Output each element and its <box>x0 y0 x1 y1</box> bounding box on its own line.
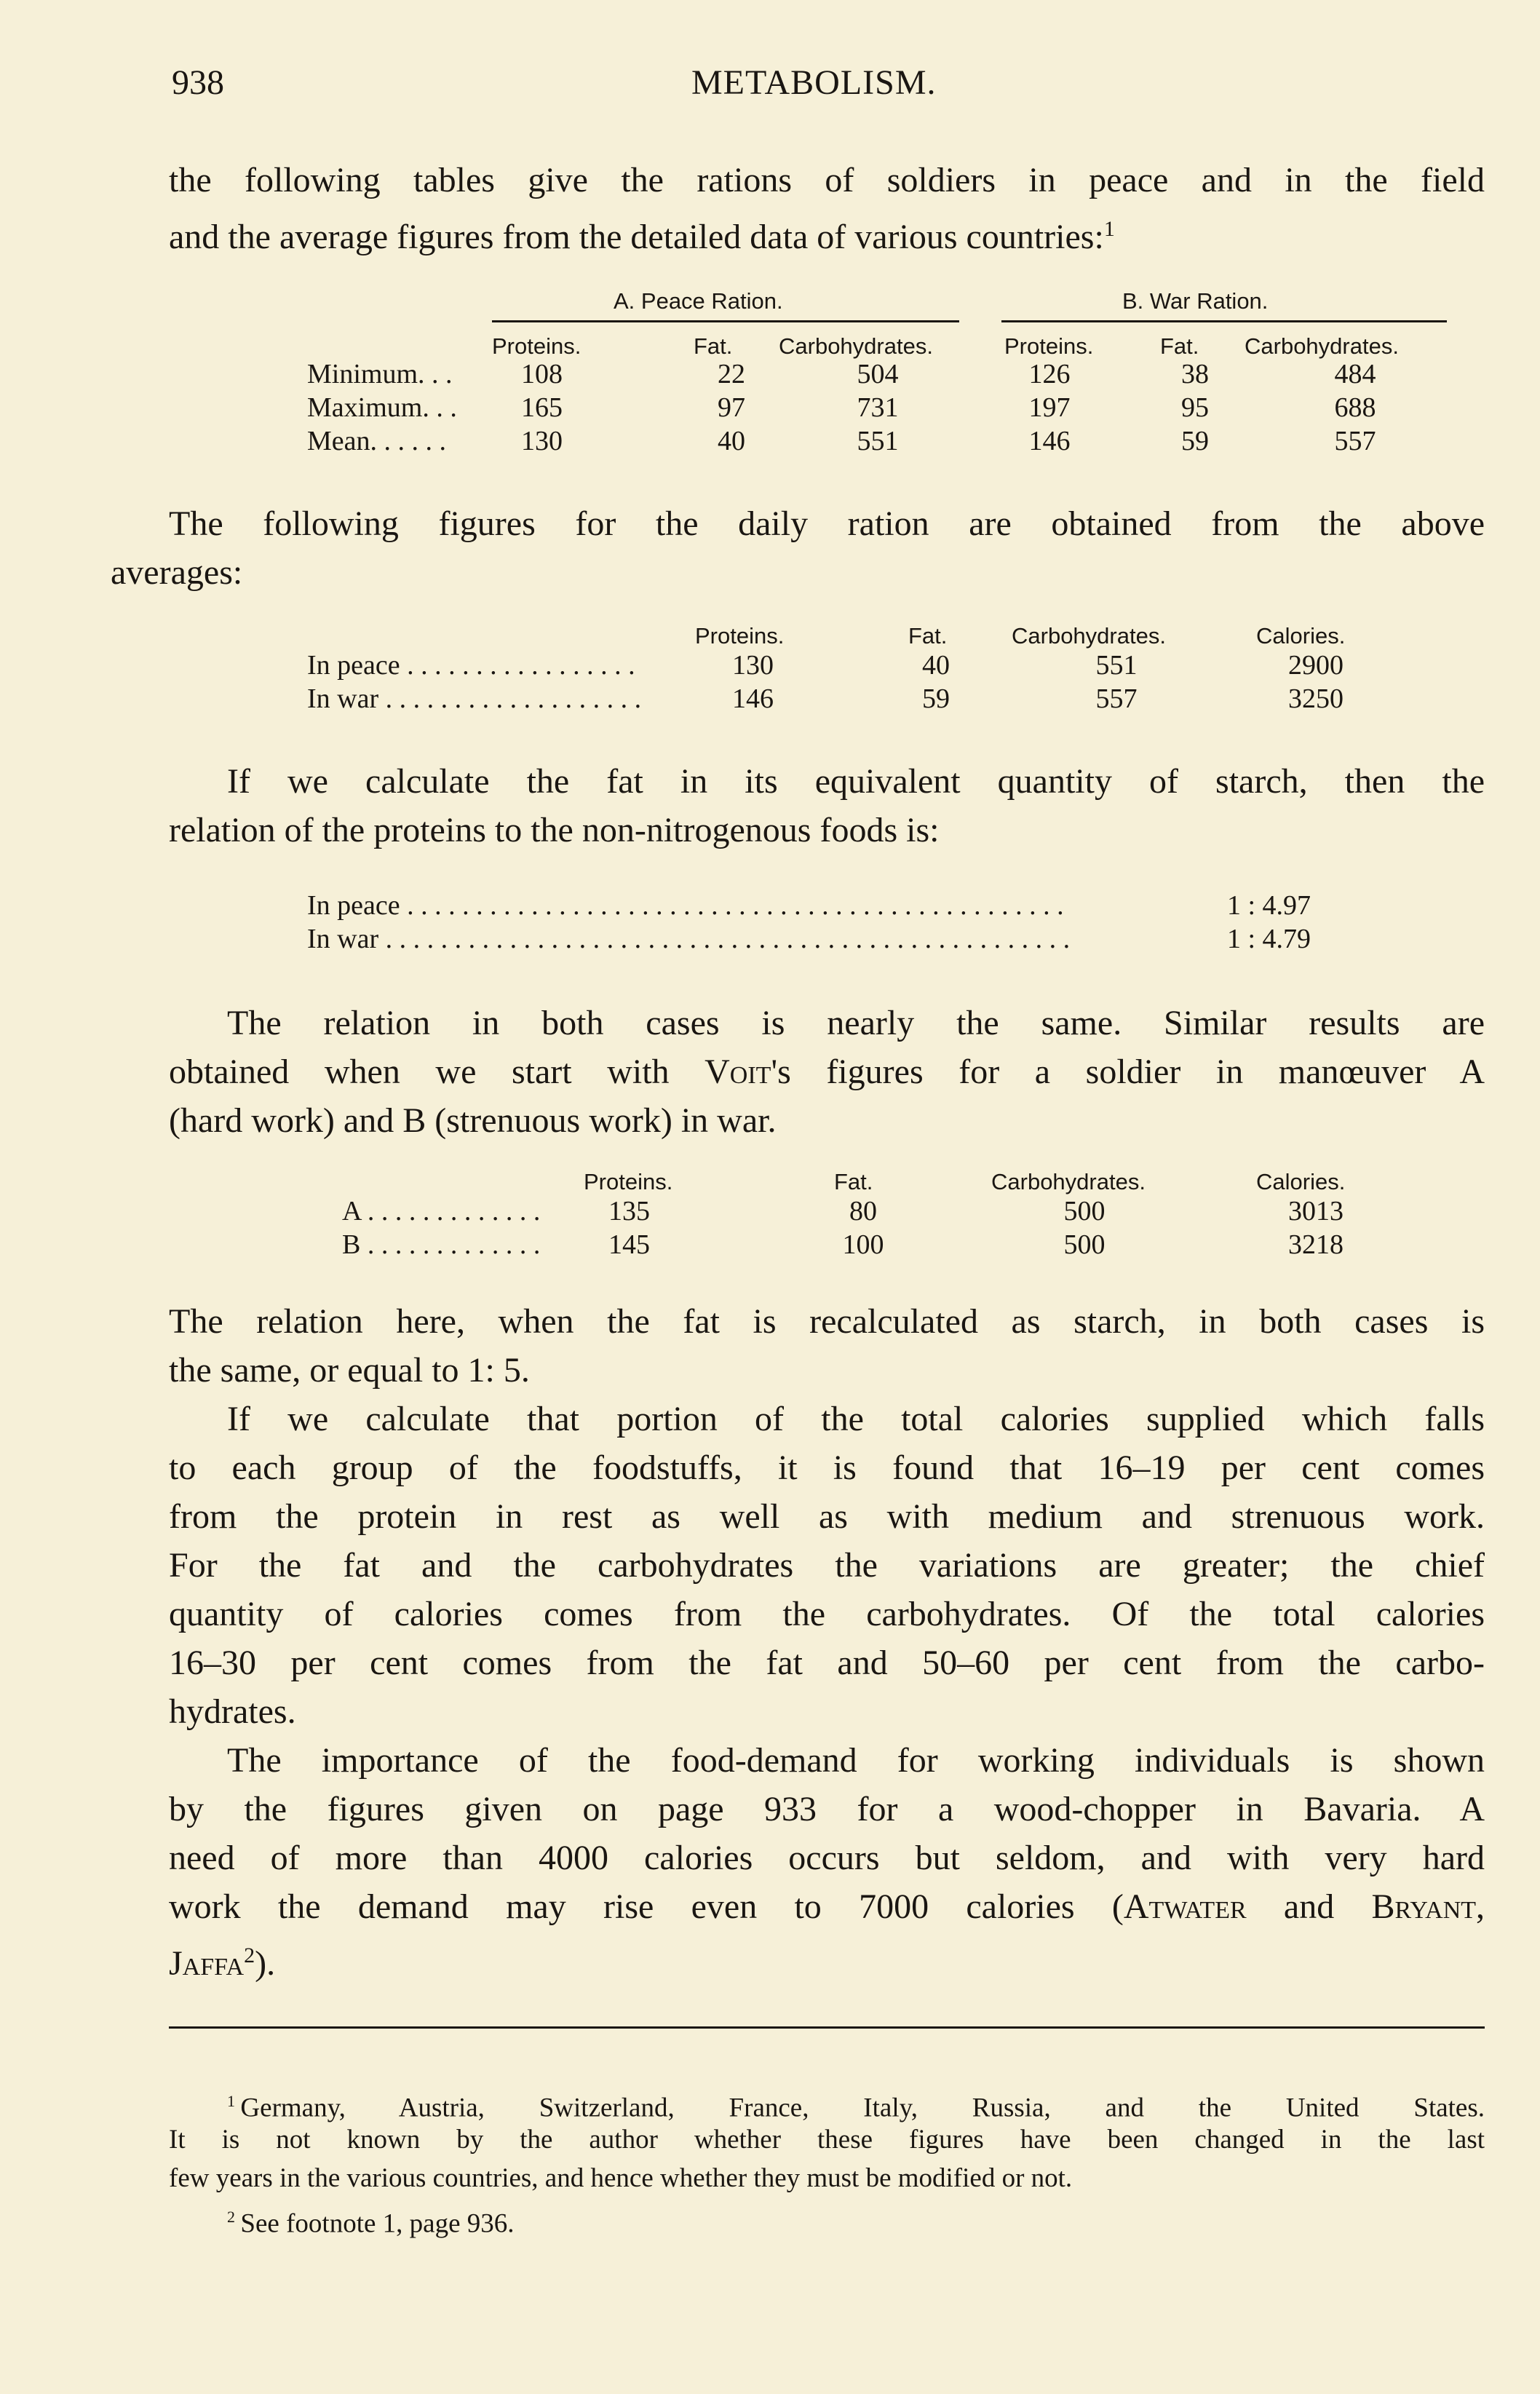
author-jaffa: Jaffa <box>169 1944 245 1983</box>
para7-line-4-post: , <box>1476 1887 1485 1926</box>
cell: 146 <box>732 683 774 714</box>
para5-line-1: The relation here, when the fat is recalculated as starch, in both cases is <box>169 1302 1485 1341</box>
cell: 38 <box>1181 359 1209 389</box>
cell: 40 <box>718 426 745 456</box>
cell: 731 <box>857 392 899 423</box>
col-fat-a: Fat. <box>694 333 733 359</box>
peace-ration-brace <box>492 320 959 322</box>
table-row <box>307 425 1472 457</box>
para6-line-5: quantity of calories comes from the carbohydrates. Of the total calories <box>169 1595 1485 1633</box>
para7-line-5 <box>169 1931 1485 1988</box>
row-label: In war . . . . . . . . . . . . . . . . . . . <box>307 683 642 714</box>
para7-line-3: need of more than 4000 calories occurs but seldom, and with very hard <box>169 1839 1485 1877</box>
cell: 126 <box>1028 359 1071 389</box>
para6-line-7: hydrates. <box>169 1692 296 1731</box>
cell: 688 <box>1334 392 1376 423</box>
cell: 2900 <box>1288 650 1343 681</box>
row-label: In peace . . . . . . . . . . . . . . . . . . . . . . . . . . . . . . . . . . . . . . . . . . . . . . . . <box>307 890 1064 921</box>
para4-line-2-post: 's figures for a soldier in manœuver A <box>771 1053 1485 1091</box>
cell: 22 <box>718 359 745 389</box>
row-label: Minimum. . . <box>307 359 453 389</box>
row-label: In war . . . . . . . . . . . . . . . . . . . . . . . . . . . . . . . . . . . . . . . . . . . . . . . . . . <box>307 924 1071 954</box>
cell: 59 <box>1181 426 1209 456</box>
cell: 145 <box>608 1229 650 1260</box>
para7-line-4 <box>169 1882 1485 1931</box>
para2-line-2: averages: <box>111 553 243 592</box>
footnote-divider <box>169 2026 1485 2029</box>
col-fat: Fat. <box>908 623 948 649</box>
author-atwater: Atwater <box>1123 1887 1247 1926</box>
footnote-1-line-3: few years in the various countries, and hence whether they must be modified or not. <box>169 2163 1073 2193</box>
row-label: B . . . . . . . . . . . . . <box>342 1229 541 1260</box>
para7-line-4-pre: work the demand may rise even to 7000 calories ( <box>169 1887 1124 1926</box>
table-row <box>307 683 1472 715</box>
col-calories: Calories. <box>1256 1169 1346 1194</box>
para7-line-2: by the figures given on page 933 for a wood-chopper in Bavaria. A <box>169 1790 1485 1828</box>
col-proteins-a: Proteins. <box>492 333 582 359</box>
para4-line-3: (hard work) and B (strenuous work) in war. <box>169 1101 777 1140</box>
running-title: METABOLISM. <box>691 63 937 102</box>
footnote-1-marker: 1 <box>227 2092 235 2110</box>
cell: 40 <box>922 650 950 681</box>
para4-line-2-pre: obtained when we start with <box>169 1053 705 1091</box>
footnote-ref-2: 2 <box>244 1943 255 1967</box>
cell: 500 <box>1063 1229 1106 1260</box>
para4-line-1: The relation in both cases is nearly the same. Similar results are <box>227 1004 1485 1042</box>
footnote-ref-1: 1 <box>1103 217 1115 241</box>
cell: 484 <box>1334 359 1376 389</box>
peace-ration-title: A. Peace Ration. <box>614 288 783 314</box>
para6-line-4: For the fat and the carbohydrates the variations are greater; the chief <box>169 1546 1485 1585</box>
footnote-2-marker: 2 <box>227 2208 235 2226</box>
author-bryant: Bryant <box>1371 1887 1477 1926</box>
cell: 504 <box>857 359 899 389</box>
cell: 59 <box>922 683 950 714</box>
cell: 557 <box>1095 683 1138 714</box>
para6-line-3: from the protein in rest as well as with medium and strenuous work. <box>169 1497 1485 1536</box>
para7-line-4-and: and <box>1246 1887 1372 1926</box>
page-number: 938 <box>172 63 224 102</box>
cell: 108 <box>521 359 563 389</box>
para6-line-1: If we calculate that portion of the total calories supplied which falls <box>227 1400 1485 1438</box>
war-ration-title: B. War Ration. <box>1122 288 1269 314</box>
row-label: In peace . . . . . . . . . . . . . . . . . <box>307 650 635 681</box>
table-row <box>307 358 1472 390</box>
cell: 165 <box>521 392 563 423</box>
col-carbs-a: Carbohydrates. <box>779 333 933 359</box>
para3-line-2: relation of the proteins to the non-nitrogenous foods is: <box>169 811 940 849</box>
col-calories: Calories. <box>1256 623 1346 649</box>
cell: 130 <box>732 650 774 681</box>
footnote-1-text: Germany, Austria, Switzerland, France, Italy, Russia, and the United States. <box>240 2093 1485 2123</box>
war-ration-brace <box>1001 320 1447 322</box>
cell: 3250 <box>1288 683 1343 714</box>
cell: 130 <box>521 426 563 456</box>
para7-line-5-post: ). <box>255 1944 276 1983</box>
para6-line-2: to each group of the foodstuffs, it is found that 16–19 per cent comes <box>169 1448 1485 1487</box>
cell: 100 <box>842 1229 884 1260</box>
table-row <box>342 1229 1477 1261</box>
cell: 500 <box>1063 1196 1106 1226</box>
para2-line-1: The following figures for the daily ration are obtained from the above <box>169 504 1485 543</box>
intro-line-2 <box>169 205 1485 261</box>
intro-line-2-text: and the average figures from the detailed data of various countries: <box>169 218 1104 256</box>
cell: 135 <box>608 1196 650 1226</box>
ratio-value: 1 : 4.79 <box>1227 924 1311 954</box>
ratio-value: 1 : 4.97 <box>1227 890 1311 921</box>
para3-line-1: If we calculate the fat in its equivalent quantity of starch, then the <box>227 762 1485 801</box>
para7-line-1: The importance of the food-demand for working individuals is shown <box>227 1741 1485 1780</box>
row-label: Mean. . . . . . <box>307 426 447 456</box>
col-fat: Fat. <box>834 1169 873 1194</box>
row-label: Maximum. . . <box>307 392 457 423</box>
author-voit: Voit <box>704 1053 771 1091</box>
footnote-2 <box>169 2197 1485 2243</box>
footnote-1-line-2: It is not known by the author whether these figures have been changed in the last <box>169 2125 1485 2155</box>
cell: 551 <box>1095 650 1138 681</box>
col-proteins: Proteins. <box>695 623 785 649</box>
table-row <box>307 392 1472 424</box>
col-proteins-b: Proteins. <box>1004 333 1094 359</box>
table-row <box>307 889 1472 921</box>
col-fat-b: Fat. <box>1160 333 1199 359</box>
para5-line-2: the same, or equal to 1: 5. <box>169 1351 530 1390</box>
cell: 3013 <box>1288 1196 1343 1226</box>
row-label: A . . . . . . . . . . . . . <box>342 1196 541 1226</box>
cell: 95 <box>1181 392 1209 423</box>
table-row <box>307 649 1472 681</box>
cell: 3218 <box>1288 1229 1343 1260</box>
cell: 97 <box>718 392 745 423</box>
col-carbs-b: Carbohydrates. <box>1245 333 1399 359</box>
col-carbohydrates: Carbohydrates. <box>991 1169 1146 1194</box>
col-carbohydrates: Carbohydrates. <box>1012 623 1166 649</box>
para6-line-6: 16–30 per cent comes from the fat and 50–60 per cent from the carbo- <box>169 1644 1485 1682</box>
cell: 197 <box>1028 392 1071 423</box>
cell: 557 <box>1334 426 1376 456</box>
footnote-2-text: See footnote 1, page 936. <box>240 2208 515 2239</box>
col-proteins: Proteins. <box>584 1169 673 1194</box>
table-row <box>342 1195 1477 1227</box>
table-row <box>307 923 1472 955</box>
cell: 146 <box>1028 426 1071 456</box>
intro-line-1: the following tables give the rations of soldiers in peace and in the field <box>169 161 1485 199</box>
cell: 551 <box>857 426 899 456</box>
cell: 80 <box>849 1196 877 1226</box>
para4-line-2 <box>169 1047 1485 1096</box>
